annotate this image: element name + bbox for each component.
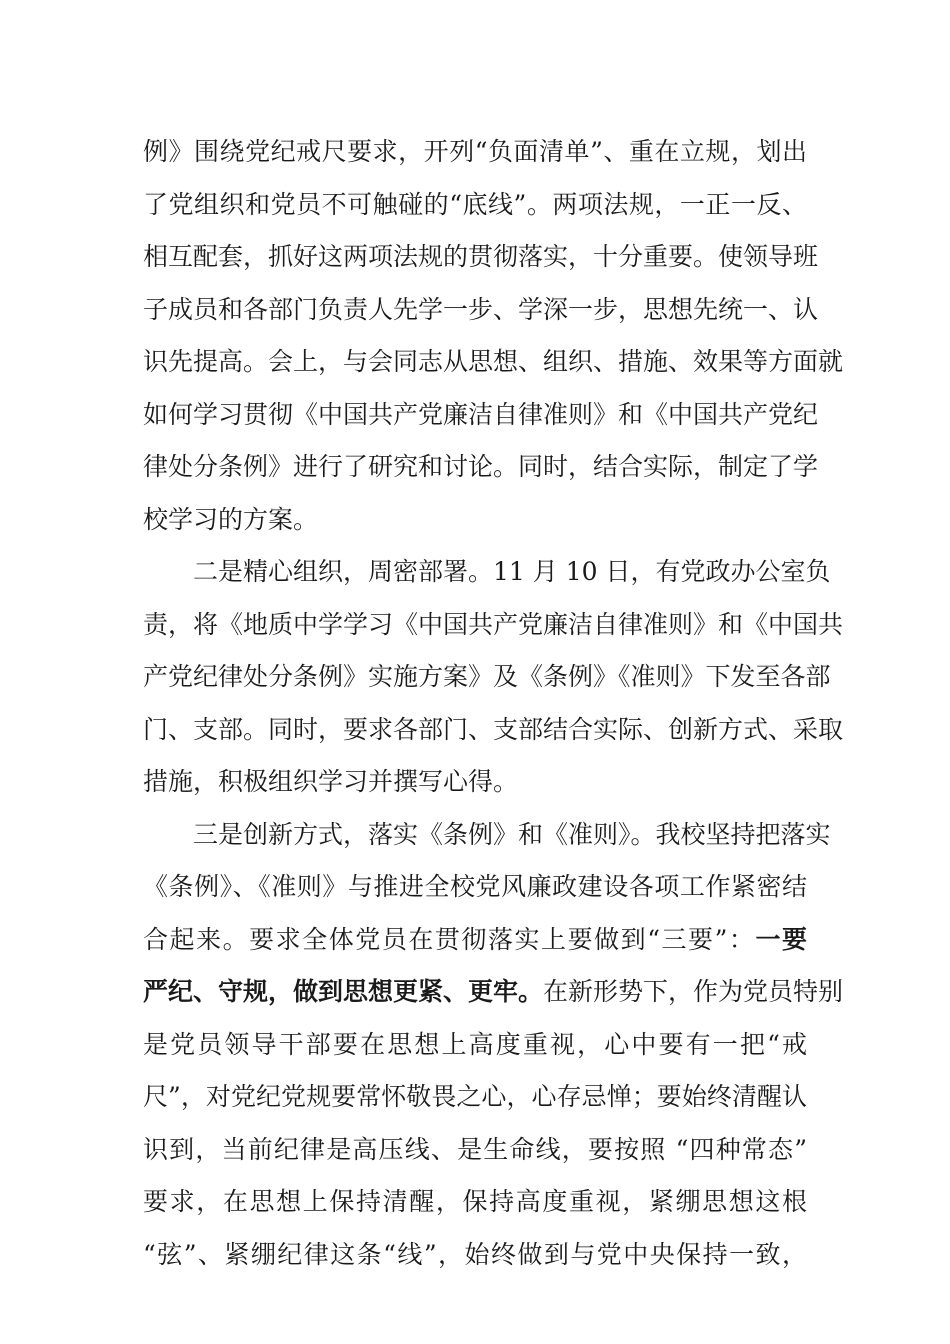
paragraph-3-line-3-text: 合起来。要求全体党员在贯彻落实上要做到“三要”：	[143, 925, 756, 954]
paragraph-1-line-6: 如何学习贯彻《中国共产党廉洁自律准则》和《中国共产党纪	[143, 400, 819, 429]
paragraph-3-line-8: 要求，在思想上保持清醒，保持高度重视，紧绷思想这根	[143, 1187, 807, 1216]
paragraph-3-line-6: 尺”，对党纪党规要常怀敬畏之心，心存忌惮；要始终清醒认	[143, 1082, 807, 1111]
emphasis-text: 严纪、守规，做到思想更紧、更牢。	[143, 977, 544, 1006]
paragraph-2-line-5: 措施，积极组织学习并撰写心得。	[143, 767, 519, 796]
paragraph-2-line-3: 产党纪律处分条例》实施方案》及《条例》《准则》下发至各部	[143, 662, 831, 691]
paragraph-3-line-1: 三是创新方式，落实《条例》和《准则》。我校坚持把落实	[193, 820, 831, 849]
paragraph-2-line-4: 门、支部。同时，要求各部门、支部结合实际、创新方式、采取	[143, 715, 844, 744]
paragraph-2-line-2: 责，将《地质中学学习《中国共产党廉洁自律准则》和《中国共	[143, 610, 844, 639]
emphasis-text: 一要	[755, 925, 807, 954]
paragraph-1-line-8: 校学习的方案。	[143, 505, 319, 534]
paragraph-1-line-1: 例》围绕党纪戒尺要求，开列“负面清单”、重在立规，划出	[143, 137, 807, 166]
paragraph-1-line-4: 子成员和各部门负责人先学一步、学深一步，思想先统一、认	[143, 295, 819, 324]
paragraph-1-line-5: 识先提高。会上，与会同志从思想、组织、措施、效果等方面就	[143, 347, 844, 376]
paragraph-3-line-5: 是党员领导干部要在思想上高度重视，心中要有一把“戒	[143, 1030, 807, 1059]
paragraph-3-line-4-text: 在新形势下，作为党员特别	[543, 977, 844, 1006]
paragraph-3-line-2: 《条例》、《准则》与推进全校党风廉政建设各项工作紧密结	[143, 872, 807, 901]
paragraph-2-line-1: 二是精心组织，周密部署。11 月 10 日，有党政办公室负	[193, 557, 831, 586]
paragraph-3-line-7: 识到，当前纪律是高压线、是生命线，要按照 “四种常态”	[143, 1135, 807, 1164]
paragraph-3-line-4	[143, 972, 844, 1012]
paragraph-3-line-9: “弦”、紧绷纪律这条“线”，始终做到与党中央保持一致，	[143, 1240, 807, 1269]
paragraph-1-line-7: 律处分条例》进行了研究和讨论。同时，结合实际，制定了学	[143, 452, 819, 481]
paragraph-1-line-3: 相互配套，抓好这两项法规的贯彻落实，十分重要。使领导班	[143, 242, 819, 271]
paragraph-3-line-3	[143, 920, 807, 960]
paragraph-1-line-2: 了党组织和党员不可触碰的“底线”。两项法规，一正一反、	[143, 190, 807, 219]
